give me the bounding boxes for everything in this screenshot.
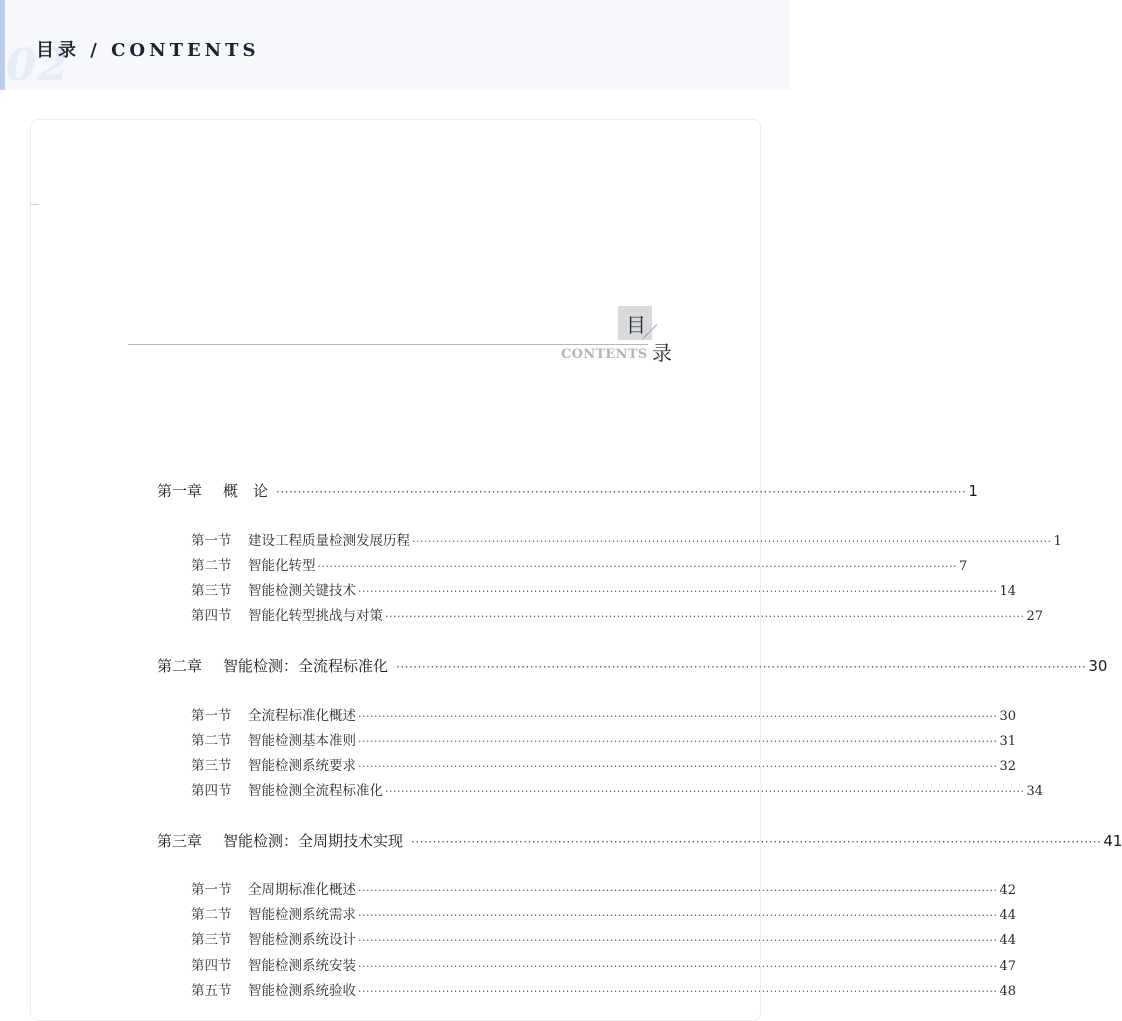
section-title: 智能检测关键技术	[248, 583, 356, 599]
toc-section-row[interactable]	[191, 903, 1016, 923]
toc-title-char-2: 录	[652, 341, 672, 365]
chapter-number: 第三章	[157, 832, 203, 850]
leader-dots: ································································································································································	[385, 610, 1025, 623]
side-tick-mark	[30, 204, 39, 205]
chapter-title: 智能检测：全周期技术实现	[223, 832, 404, 850]
section-number: 第四节	[191, 608, 232, 624]
toc-section-row[interactable]	[191, 754, 1016, 774]
leader-dots: ································································································································································	[358, 735, 998, 748]
toc-chapter-row[interactable]	[157, 480, 978, 504]
leader-dots: ································································································································································	[396, 660, 1087, 674]
section-number: 第三节	[191, 932, 232, 948]
toc-section-row[interactable]	[191, 954, 1016, 974]
chapter-number: 第一章	[157, 482, 203, 500]
chapter-page: 1	[968, 482, 978, 500]
leader-dots: ································································································································································	[358, 585, 998, 598]
section-title: 智能检测系统安装	[248, 958, 356, 974]
section-title: 智能检测全流程标准化	[248, 783, 383, 799]
section-number: 第四节	[191, 958, 232, 974]
section-number: 第二节	[191, 733, 232, 749]
toc-section-row[interactable]	[191, 579, 1016, 599]
toc-section-row[interactable]	[191, 729, 1016, 749]
leader-dots: ································································································································································	[317, 560, 957, 573]
chapter-title: 智能检测：全流程标准化	[223, 657, 389, 675]
leader-dots: ································································································································································	[358, 760, 998, 773]
section-number: 第五节	[191, 983, 232, 999]
section-page: 1	[1053, 534, 1062, 549]
section-title: 全流程标准化概述	[248, 708, 356, 724]
section-page: 30	[999, 709, 1016, 724]
chapter-number: 第二章	[157, 657, 203, 675]
leader-dots: ································································································································································	[412, 535, 1052, 548]
section-title: 智能化转型	[248, 558, 316, 574]
section-page: 48	[999, 984, 1016, 999]
page-title: 目录 / CONTENTS	[36, 40, 260, 61]
section-page: 44	[999, 933, 1016, 948]
leader-dots: ································································································································································	[411, 835, 1102, 849]
section-number: 第三节	[191, 758, 232, 774]
section-number: 第二节	[191, 907, 232, 923]
toc-section-row[interactable]	[191, 928, 1016, 948]
leader-dots: ································································································································································	[385, 785, 1025, 798]
section-page: 42	[999, 883, 1016, 898]
chapter-page: 30	[1088, 657, 1108, 675]
section-number: 第二节	[191, 558, 232, 574]
section-page: 44	[999, 908, 1016, 923]
section-page: 34	[1026, 784, 1043, 799]
section-number: 第一节	[191, 708, 232, 724]
section-page: 27	[1026, 609, 1043, 624]
toc-chapter-row[interactable]	[157, 830, 1122, 854]
toc-section-row[interactable]	[191, 878, 1016, 898]
toc-chapter-row[interactable]	[157, 655, 1108, 679]
chapter-page: 41	[1103, 832, 1122, 850]
header-watermark: 02	[6, 40, 70, 91]
toc-title-rule	[128, 344, 648, 345]
section-number: 第三节	[191, 583, 232, 599]
toc-title-char-1: 目	[626, 313, 646, 337]
header-accent-bar	[0, 0, 5, 90]
section-title: 智能检测系统要求	[248, 758, 356, 774]
section-page: 31	[999, 734, 1016, 749]
toc-section-row[interactable]	[191, 704, 1016, 724]
section-page: 14	[999, 584, 1016, 599]
section-title: 智能化转型挑战与对策	[248, 608, 383, 624]
toc-section-row[interactable]	[191, 529, 1062, 549]
leader-dots: ································································································································································	[358, 909, 998, 922]
section-title: 智能检测系统验收	[248, 983, 356, 999]
leader-dots: ································································································································································	[276, 485, 967, 499]
section-title: 智能检测系统需求	[248, 907, 356, 923]
section-number: 第一节	[191, 533, 232, 549]
section-title: 建设工程质量检测发展历程	[248, 533, 410, 549]
toc-title-english: CONTENTS	[561, 347, 648, 362]
leader-dots: ································································································································································	[358, 960, 998, 973]
toc-section-row[interactable]	[191, 779, 1043, 799]
toc-section-row[interactable]	[191, 554, 968, 574]
toc-section-row[interactable]	[191, 604, 1043, 624]
section-title: 智能检测系统设计	[248, 932, 356, 948]
chapter-title: 概 论	[223, 482, 269, 500]
leader-dots: ································································································································································	[358, 934, 998, 947]
leader-dots: ································································································································································	[358, 710, 998, 723]
section-page: 47	[999, 959, 1016, 974]
section-number: 第一节	[191, 882, 232, 898]
leader-dots: ································································································································································	[358, 985, 998, 998]
page-header	[0, 0, 790, 90]
section-title: 智能检测基本准则	[248, 733, 356, 749]
toc-section-row[interactable]	[191, 979, 1016, 999]
section-title: 全周期标准化概述	[248, 882, 356, 898]
leader-dots: ································································································································································	[358, 884, 998, 897]
section-number: 第四节	[191, 783, 232, 799]
section-page: 7	[958, 559, 968, 574]
section-page: 32	[999, 759, 1016, 774]
